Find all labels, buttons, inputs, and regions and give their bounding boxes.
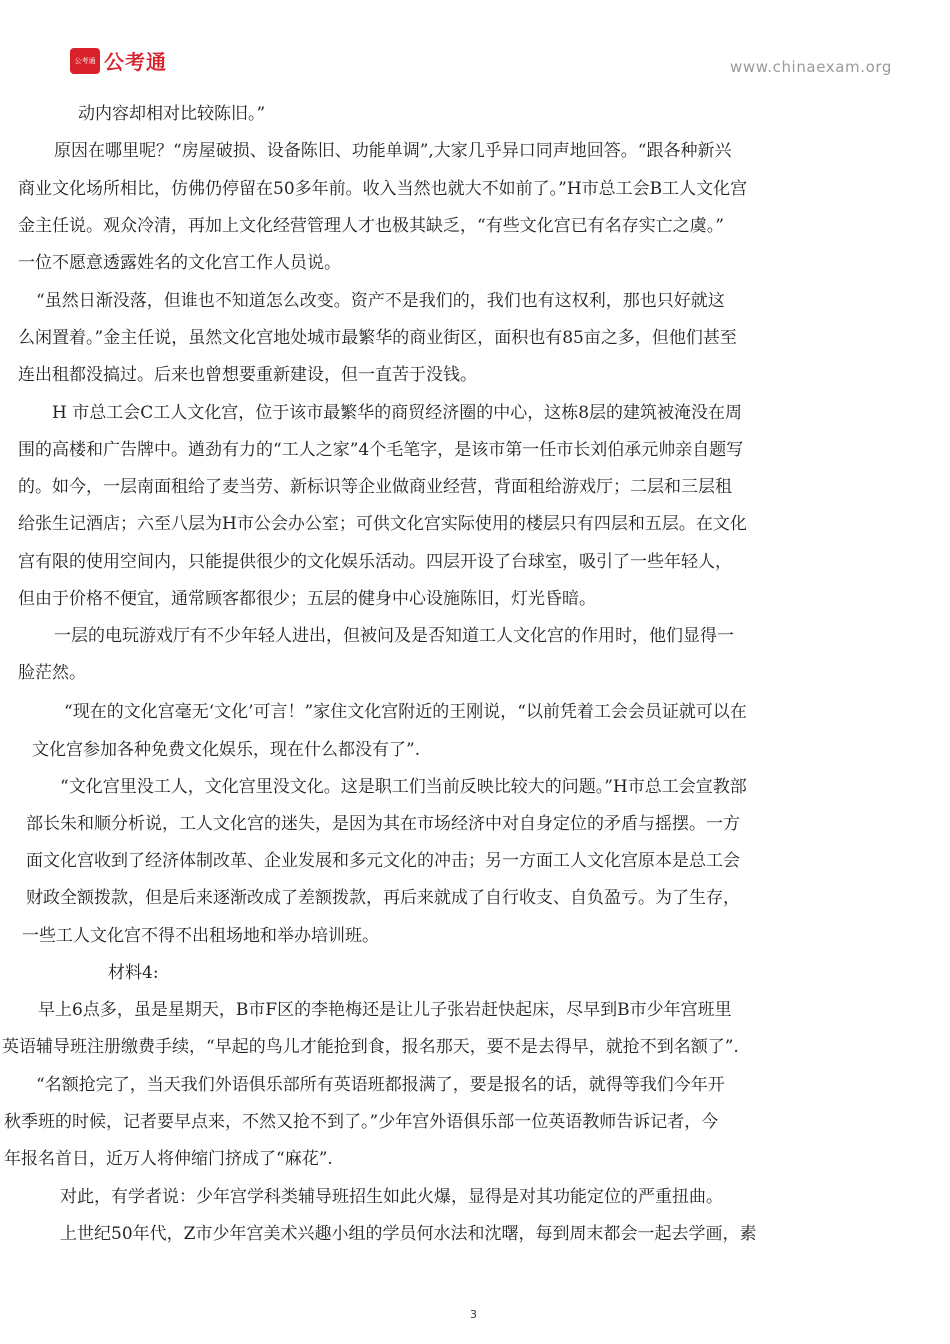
text-line: 一位不愿意透露姓名的文化宫工作人员说。 [18,253,341,273]
text-line: 的。如今，一层南面租给了麦当劳、新标识等企业做商业经营，背面租给游戏厅；二层和三层租 [18,477,732,497]
text-line: 商业文化场所相比，仿佛仍停留在50多年前。收入当然也就大不如前了。”H市总工会B工人文化宫 [18,179,748,199]
section-heading: 材料4: [108,963,159,983]
site-url: www.chinaexam.org [730,58,893,76]
text-line: H 市总工会C工人文化宫，位于该市最繁华的商贸经济圈的中心，这栋8层的建筑被淹没在周 [52,403,743,423]
text-line: 但由于价格不便宜，通常顾客都很少；五层的健身中心设施陈旧，灯光昏暗。 [18,589,596,609]
text-line: 给张生记酒店；六至八层为H市公会办公室；可供文化宫实际使用的楼层只有四层和五层。在文化 [18,514,747,534]
brand-logo [70,46,167,75]
text-line: 面文化宫收到了经济体制改革、企业发展和多元文化的冲击；另一方面工人文化宫原本是总工会 [26,851,740,871]
text-line: “名额抢完了，当天我们外语俱乐部所有英语班都报满了，要是报名的话，就得等我们今年开 [36,1075,725,1095]
text-line: 英语辅导班注册缴费手续，“早起的鸟儿才能抢到食，报名那天，要不是去得早，就抢不到名额了”. [2,1037,739,1057]
text-line: 脸茫然。 [18,663,86,683]
text-line: 上世纪50年代，Z市少年宫美术兴趣小组的学员何水法和沈曙，每到周末都会一起去学画，素 [60,1224,757,1244]
text-line: 连出租都没搞过。后来也曾想要重新建设，但一直苦于没钱。 [18,365,477,385]
logo-badge: 公考通 [70,48,100,74]
text-line: 原因在哪里呢？“房屋破损、设备陈旧、功能单调”,大家几乎异口同声地回答。“跟各种新兴 [54,141,732,161]
text-line: 一层的电玩游戏厅有不少年轻人进出，但被问及是否知道工人文化宫的作用时，他们显得一 [54,626,734,646]
logo-text: 公考通 [104,50,167,74]
text-line: 对此，有学者说：少年宫学科类辅导班招生如此火爆，显得是对其功能定位的严重扭曲。 [60,1187,723,1207]
text-line: “虽然日渐没落，但谁也不知道怎么改变。资产不是我们的，我们也有这权利，那也只好就这 [36,291,725,311]
text-line: 宫有限的使用空间内，只能提供很少的文化娱乐活动。四层开设了台球室，吸引了一些年轻人， [18,552,732,572]
text-line: 么闲置着。”金主任说，虽然文化宫地处城市最繁华的商业街区，面积也有85亩之多，但他们甚至 [18,328,737,348]
text-line: “文化宫里没工人，文化宫里没文化。这是职工们当前反映比较大的问题。”H市总工会宣教部 [60,777,747,797]
text-line: 一些工人文化宫不得不出租场地和举办培训班。 [22,926,379,946]
text-line: 动内容却相对比较陈旧。” [78,104,266,124]
text-line: 早上6点多，虽是星期天，B市F区的李艳梅还是让儿子张岩赶快起床，尽早到B市少年宫班里 [38,1000,732,1020]
text-line: 围的高楼和广告牌中。遒劲有力的“工人之家”4个毛笔字，是该市第一任市长刘伯承元帅亲自题写 [18,440,744,460]
text-line: 财政全额拨款，但是后来逐渐改成了差额拨款，再后来就成了自行收支、自负盈亏。为了生存， [26,888,740,908]
text-line: 秋季班的时候，记者要早点来，不然又抢不到了。”少年宫外语俱乐部一位英语教师告诉记者，今 [4,1112,719,1132]
page-number: 3 [470,1308,477,1321]
text-line: 部长朱和顺分析说，工人文化宫的迷失，是因为其在市场经济中对自身定位的矛盾与摇摆。一方 [26,814,740,834]
text-line: 金主任说。观众冷清，再加上文化经营管理人才也极其缺乏，“有些文化宫已有名存实亡之虞。” [18,216,724,236]
text-line: 年报名首日，近万人将伸缩门挤成了“麻花”. [4,1149,333,1169]
text-line: “现在的文化宫毫无‘文化’可言！”家住文化宫附近的王刚说，“以前凭着工会会员证就可以在 [64,702,747,722]
text-line: 文化宫参加各种免费文化娱乐，现在什么都没有了”. [32,740,421,760]
